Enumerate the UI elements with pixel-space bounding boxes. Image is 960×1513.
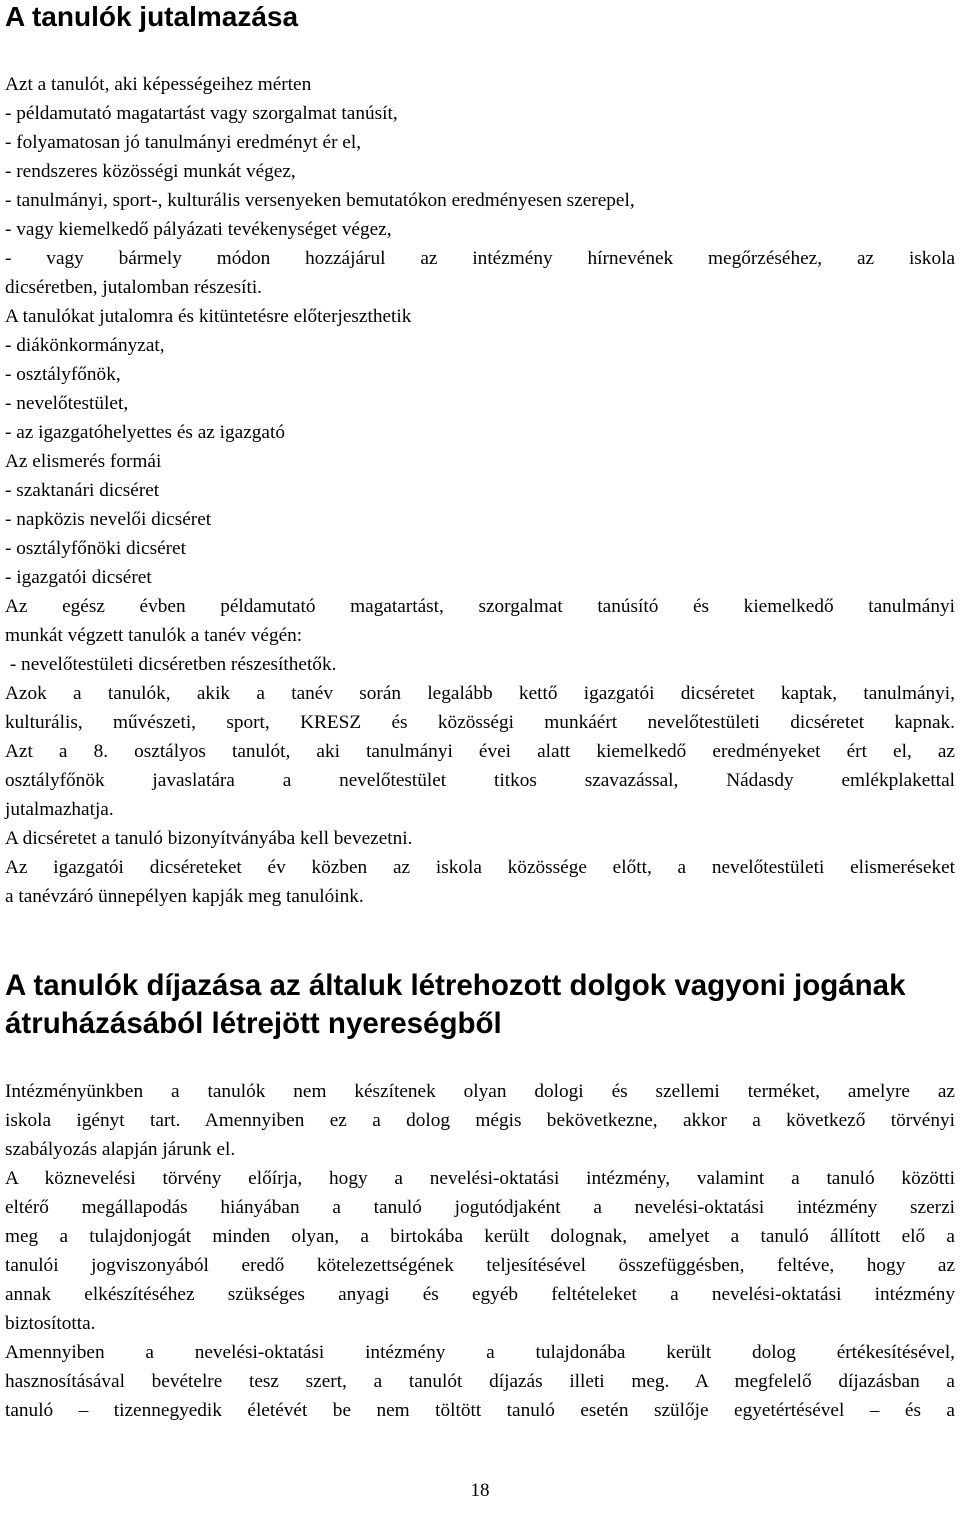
text-line: hasznosításával bevételre tesz szert, a tanulót díjazás illeti meg. A megfelelő díjazásban a xyxy=(5,1371,955,1392)
text-line: - nevelőtestületi dicséretben részesíthetők. xyxy=(5,654,337,675)
text-line: eltérő megállapodás hiányában a tanuló jogutódjaként a nevelési-oktatási intézmény szerzi xyxy=(5,1197,955,1218)
text-line: tanulói jogviszonyából eredő kötelezettségének teljesítésével összefüggésben, feltéve, hogy az xyxy=(5,1255,955,1276)
text-line: munkát végzett tanulók a tanév végén: xyxy=(5,625,303,646)
section-body-rewards xyxy=(5,70,955,911)
text-line: - napközis nevelői dicséret xyxy=(5,509,212,530)
text-line: - vagy bármely módon hozzájárul az intézmény hírnevének megőrzéséhez, az iskola xyxy=(5,248,955,269)
text-line: - folyamatosan jó tanulmányi eredményt ér el, xyxy=(5,132,362,153)
text-line: - osztályfőnöki dicséret xyxy=(5,538,186,559)
text-line: iskola igényt tart. Amennyiben ez a dolog mégis bekövetkezne, akkor a következő törvényi xyxy=(5,1110,955,1131)
section-body-compensation xyxy=(5,1077,955,1425)
text-line: A köznevelési törvény előírja, hogy a nevelési-oktatási intézmény, valamint a tanuló közötti xyxy=(5,1168,955,1189)
text-line: - nevelőtestület, xyxy=(5,393,129,414)
text-line: szabályozás alapján járunk el. xyxy=(5,1139,236,1160)
text-line: - szaktanári dicséret xyxy=(5,480,160,501)
text-line: - osztályfőnök, xyxy=(5,364,121,385)
text-line: Az igazgatói dicséreteket év közben az iskola közössége előtt, a nevelőtestületi elismeréseket xyxy=(5,857,955,878)
text-line: meg a tulajdonjogát minden olyan, a birtokába került dolognak, amelyet a tanuló állított elő a xyxy=(5,1226,955,1247)
text-line: A tanulókat jutalomra és kitüntetésre előterjeszthetik xyxy=(5,306,412,327)
text-line: jutalmazhatja. xyxy=(5,799,114,820)
text-line: dicséretben, jutalomban részesíti. xyxy=(5,277,262,298)
text-line: Amennyiben a nevelési-oktatási intézmény a tulajdonába került dolog értékesítésével, xyxy=(5,1342,955,1363)
text-line: a tanévzáró ünnepélyen kapják meg tanulóink. xyxy=(5,886,364,907)
text-line: osztályfőnök javaslatára a nevelőtestület titkos szavazással, Nádasdy emlékplakettal xyxy=(5,770,955,791)
section-title-rewards: A tanulók jutalmazása xyxy=(5,1,299,32)
text-line: Az egész évben példamutató magatartást, szorgalmat tanúsító és kiemelkedő tanulmányi xyxy=(5,596,955,617)
text-line: - rendszeres közösségi munkát végez, xyxy=(5,161,296,182)
text-line: annak elkészítéséhez szükséges anyagi és egyéb feltételeket a nevelési-oktatási intézmény xyxy=(5,1284,955,1305)
section-title-compensation: A tanulók díjazása az általuk létrehozott dolgok vagyoni jogának átruházásából létrejött nyereségből xyxy=(5,969,906,1040)
text-line: - példamutató magatartást vagy szorgalmat tanúsít, xyxy=(5,103,398,124)
text-line: Azt a 8. osztályos tanulót, aki tanulmányi évei alatt kiemelkedő eredményeket ért el, az xyxy=(5,741,955,762)
text-line: - vagy kiemelkedő pályázati tevékenységet végez, xyxy=(5,219,392,240)
text-line: A dicséretet a tanuló bizonyítványába kell bevezetni. xyxy=(5,828,413,849)
text-line: - igazgatói dicséret xyxy=(5,567,152,588)
text-line: - tanulmányi, sport-, kulturális versenyeken bemutatókon eredményesen szerepel, xyxy=(5,190,635,211)
text-line: biztosította. xyxy=(5,1313,96,1334)
page-number: 18 xyxy=(470,1480,490,1501)
text-line: tanuló – tizennegyedik életévét be nem töltött tanuló esetén szülője egyetértésével – és a xyxy=(5,1400,955,1421)
text-line: Intézményünkben a tanulók nem készítenek olyan dologi és szellemi terméket, amelyre az xyxy=(5,1081,955,1102)
text-line: - diákönkormányzat, xyxy=(5,335,165,356)
text-line: - az igazgatóhelyettes és az igazgató xyxy=(5,422,285,443)
text-line: Azt a tanulót, aki képességeihez mérten xyxy=(5,74,312,95)
text-line: Az elismerés formái xyxy=(5,451,162,472)
text-line: kulturális, művészeti, sport, KRESZ és közösségi munkáért nevelőtestületi dicséretet kapnak. xyxy=(5,712,955,733)
text-line: Azok a tanulók, akik a tanév során legalább kettő igazgatói dicséretet kaptak, tanulmányi, xyxy=(5,683,955,704)
